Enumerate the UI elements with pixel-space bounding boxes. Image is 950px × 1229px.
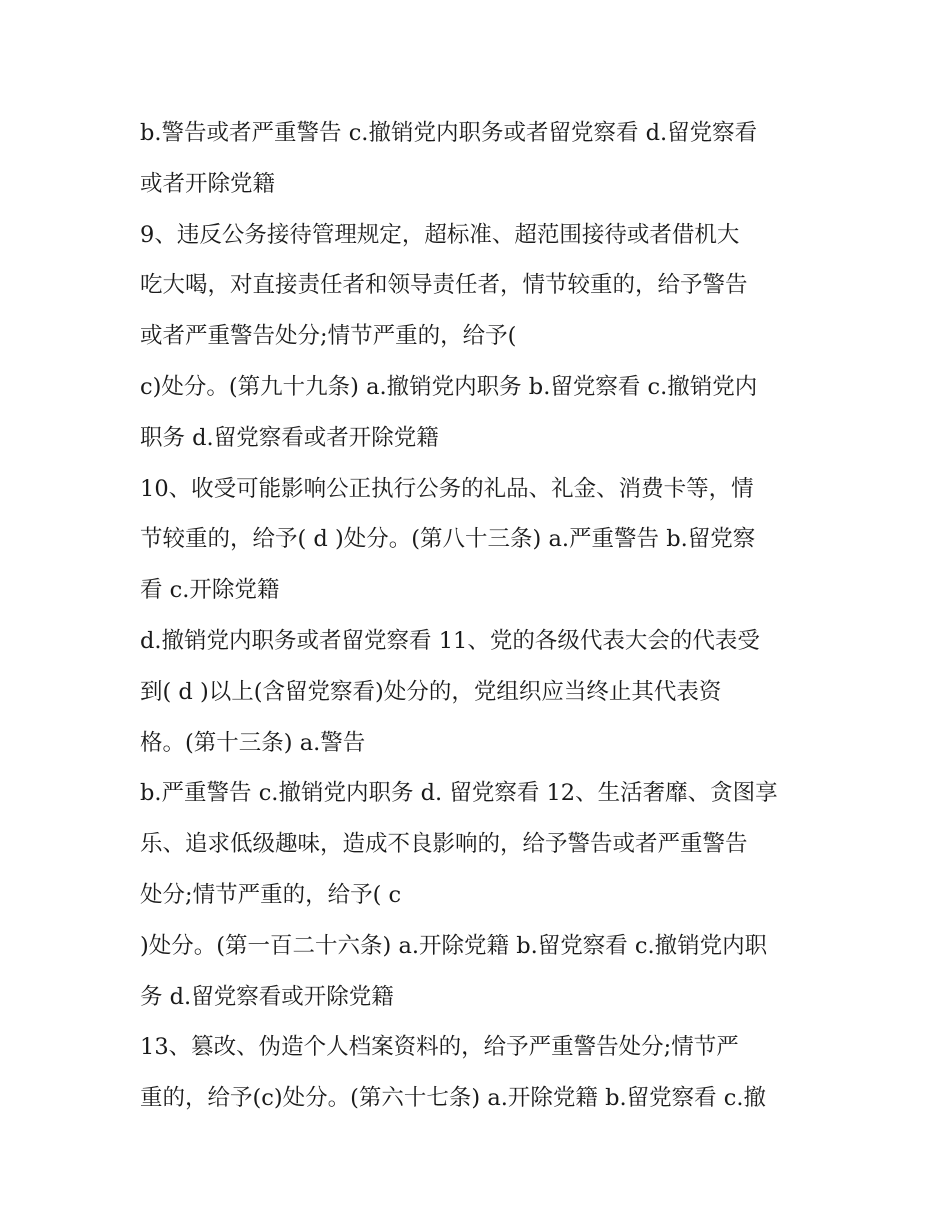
text-line: 或者开除党籍	[140, 170, 276, 197]
text-line: 务 d.留党察看或开除党籍	[140, 983, 394, 1010]
text-line: 处分;情节严重的，给予( c	[140, 881, 402, 908]
text-line: 到( d )以上(含留党察看)处分的，党组织应当终止其代表资	[140, 678, 722, 705]
text-line: c)处分。(第九十九条) a.撤销党内职务 b.留党察看 c.撤销党内	[140, 373, 758, 400]
text-line: b.严重警告 c.撤销党内职务 d. 留党察看 12、生活奢靡、贪图享	[140, 780, 778, 807]
text-line: 13、篡改、伪造个人档案资料的，给予严重警告处分;情节严	[140, 1034, 739, 1061]
text-line: 乐、追求低级趣味，造成不良影响的，给予警告或者严重警告	[140, 831, 748, 858]
text-line: 格。(第十三条) a.警告	[140, 729, 366, 756]
text-line: 9、违反公务接待管理规定，超标准、超范围接待或者借机大	[140, 221, 740, 248]
text-line: d.撤销党内职务或者留党察看 11、党的各级代表大会的代表受	[140, 627, 760, 654]
text-line: 10、收受可能影响公正执行公务的礼品、礼金、消费卡等，情	[140, 475, 754, 502]
text-line: 重的，给予(c)处分。(第六十七条) a.开除党籍 b.留党察看 c.撤	[140, 1085, 767, 1112]
text-line: b.警告或者严重警告 c.撤销党内职务或者留党察看 d.留党察看	[140, 120, 758, 146]
text-line: 看 c.开除党籍	[140, 577, 280, 604]
text-line: 职务 d.留党察看或者开除党籍	[140, 424, 439, 451]
text-line: )处分。(第一百二十六条) a.开除党籍 b.留党察看 c.撤销党内职	[140, 932, 768, 959]
document-body	[140, 108, 830, 1124]
text-line: 节较重的，给予( d )处分。(第八十三条) a.严重警告 b.留党察	[140, 526, 756, 553]
text-line: 吃大喝，对直接责任者和领导责任者，情节较重的，给予警告	[140, 272, 748, 299]
text-line: 或者严重警告处分;情节严重的，给予(	[140, 323, 517, 350]
